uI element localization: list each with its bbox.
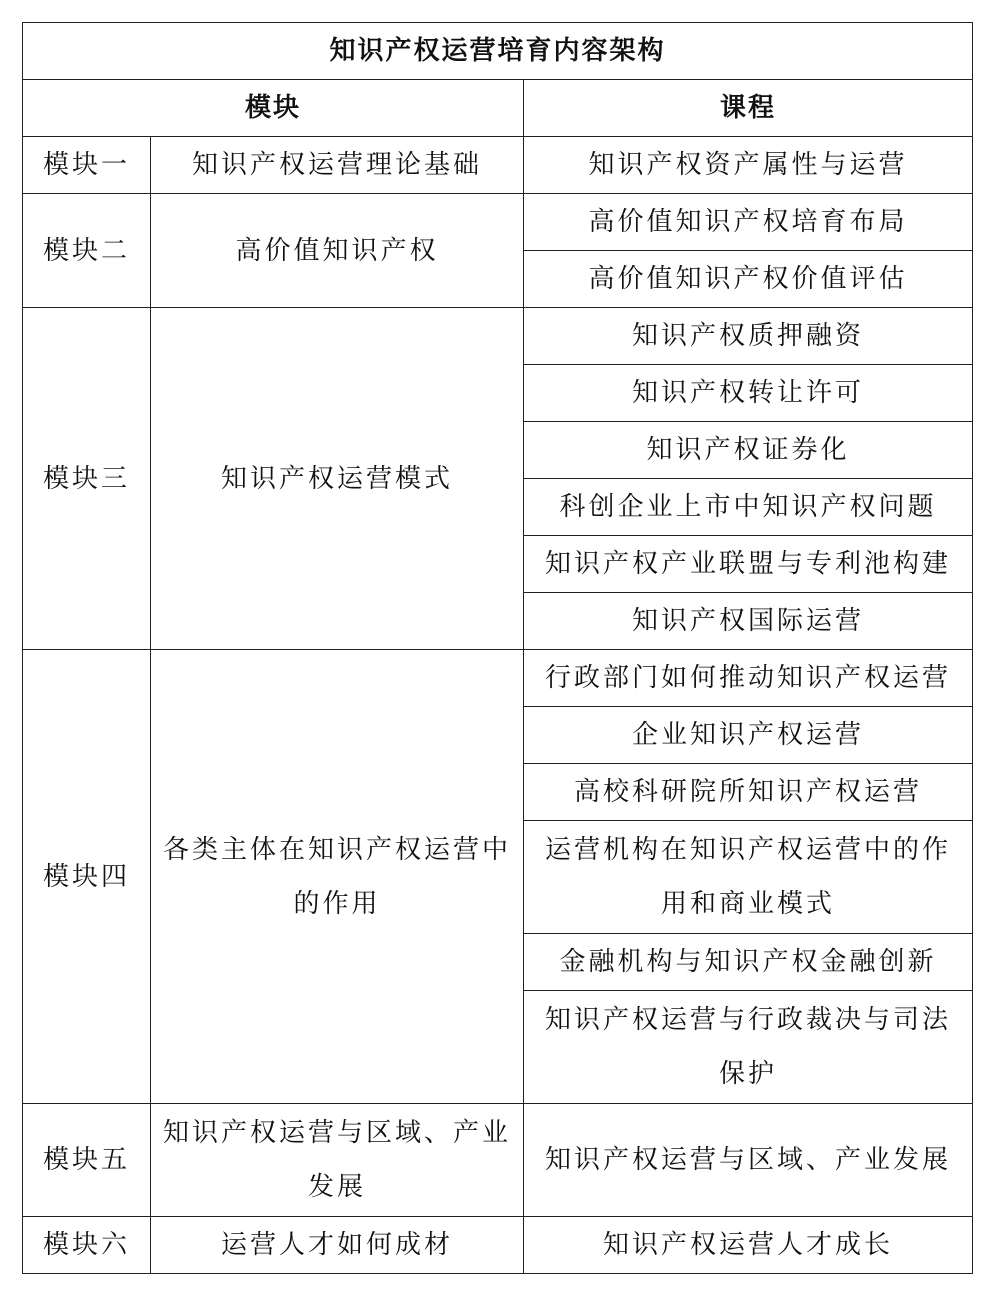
- module-id: 模块三: [23, 308, 151, 650]
- module-name: 高价值知识产权: [151, 194, 524, 308]
- course-cell: 知识产权产业联盟与专利池构建: [524, 536, 973, 593]
- table-title: 知识产权运营培育内容架构: [23, 23, 973, 80]
- module-id: 模块一: [23, 137, 151, 194]
- course-cell: 高校科研院所知识产权运营: [524, 764, 973, 821]
- title-row: [23, 23, 973, 80]
- course-cell: 科创企业上市中知识产权问题: [524, 479, 973, 536]
- table-row: [23, 308, 973, 365]
- course-cell: 知识产权运营与行政裁决与司法保护: [524, 991, 973, 1104]
- module-id: 模块二: [23, 194, 151, 308]
- course-cell: 知识产权转让许可: [524, 365, 973, 422]
- module-name: 知识产权运营模式: [151, 308, 524, 650]
- table-row: [23, 137, 973, 194]
- course-cell: 知识产权国际运营: [524, 593, 973, 650]
- course-header: 课程: [524, 80, 973, 137]
- module-name: 知识产权运营理论基础: [151, 137, 524, 194]
- course-cell: 金融机构与知识产权金融创新: [524, 934, 973, 991]
- module-header: 模块: [23, 80, 524, 137]
- table-row: [23, 194, 973, 251]
- course-cell: 高价值知识产权价值评估: [524, 251, 973, 308]
- course-cell: 知识产权运营人才成长: [524, 1217, 973, 1274]
- header-row: [23, 80, 973, 137]
- course-cell: 知识产权资产属性与运营: [524, 137, 973, 194]
- course-cell: 企业知识产权运营: [524, 707, 973, 764]
- module-name: 各类主体在知识产权运营中的作用: [151, 650, 524, 1104]
- architecture-table: [22, 22, 973, 1274]
- table-row: [23, 1217, 973, 1274]
- course-cell: 知识产权运营与区域、产业发展: [524, 1104, 973, 1217]
- module-name: 运营人才如何成材: [151, 1217, 524, 1274]
- course-cell: 知识产权质押融资: [524, 308, 973, 365]
- course-cell: 高价值知识产权培育布局: [524, 194, 973, 251]
- course-cell: 运营机构在知识产权运营中的作用和商业模式: [524, 821, 973, 934]
- table-row: [23, 650, 973, 707]
- table-row: [23, 1104, 973, 1217]
- course-cell: 知识产权证券化: [524, 422, 973, 479]
- module-id: 模块六: [23, 1217, 151, 1274]
- module-id: 模块五: [23, 1104, 151, 1217]
- module-id: 模块四: [23, 650, 151, 1104]
- course-cell: 行政部门如何推动知识产权运营: [524, 650, 973, 707]
- module-name: 知识产权运营与区域、产业发展: [151, 1104, 524, 1217]
